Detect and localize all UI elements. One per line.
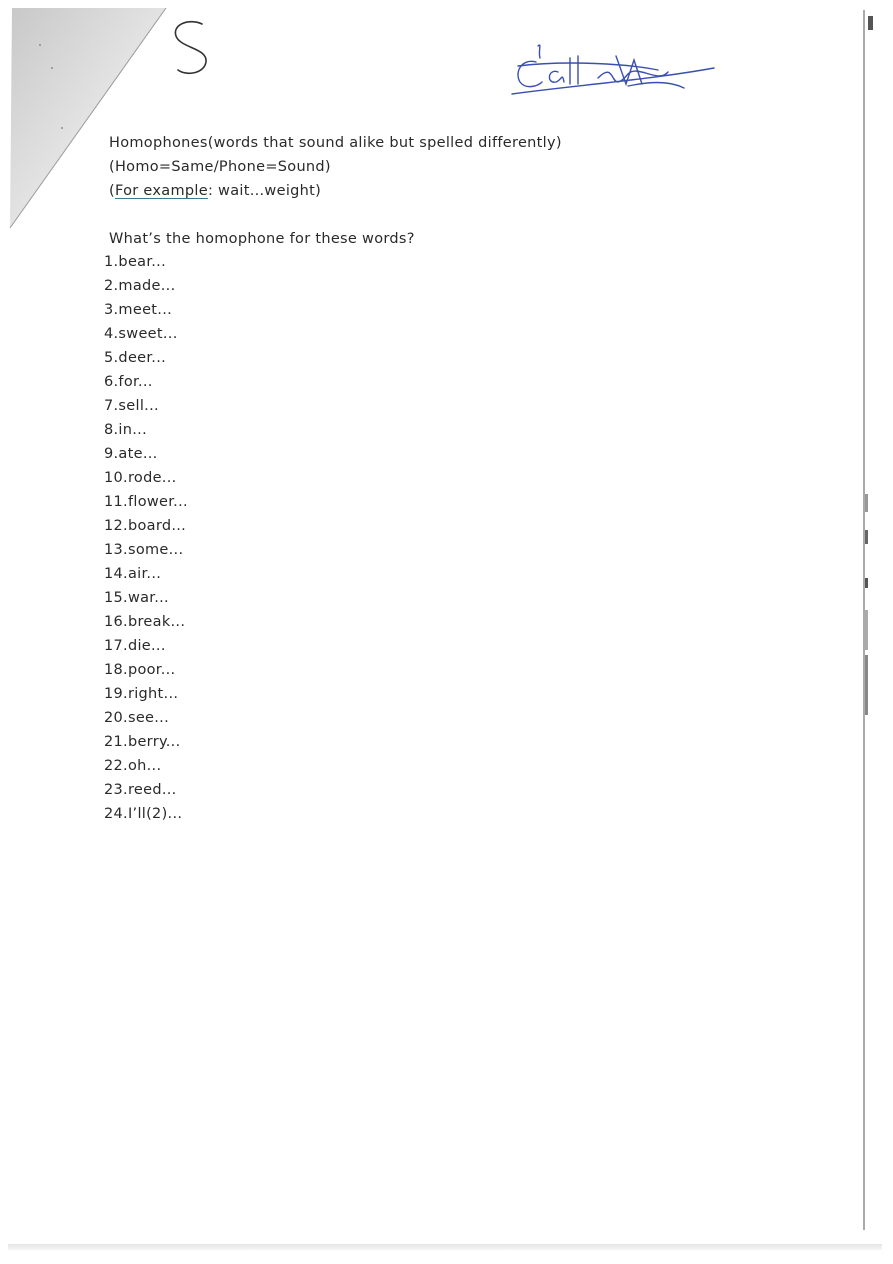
- list-item: 23.reed...: [104, 782, 177, 798]
- list-item: 11.flower...: [104, 494, 188, 510]
- scan-edge-bottom: [8, 1244, 882, 1250]
- handwritten-s-mark: [168, 18, 216, 80]
- intro-title: Homophones(words that sound alike but spelled differently): [109, 135, 562, 151]
- list-item: 7.sell...: [104, 398, 159, 414]
- list-item: 9.ate...: [104, 446, 158, 462]
- list-item: 21.berry...: [104, 734, 181, 750]
- intro-example: [109, 179, 562, 203]
- scan-edge-right: [856, 0, 893, 1264]
- list-item: 12.board...: [104, 518, 187, 534]
- word-list: [104, 250, 188, 826]
- example-label: For example: [114, 183, 208, 199]
- example-open-paren: (: [109, 183, 115, 199]
- list-item: 24.I’ll(2)...: [104, 806, 183, 822]
- list-item: 3.meet...: [104, 302, 173, 318]
- signature-scribble: [508, 38, 718, 104]
- list-item: 8.in...: [104, 422, 147, 438]
- question-heading: What’s the homophone for these words?: [109, 231, 415, 247]
- intro-definition: (Homo=Same/Phone=Sound): [109, 159, 331, 175]
- intro-block: [109, 131, 562, 251]
- list-item: 19.right...: [104, 686, 179, 702]
- list-item: 13.some...: [104, 542, 184, 558]
- list-item: 18.poor...: [104, 662, 176, 678]
- list-item: 2.made...: [104, 278, 176, 294]
- list-item: 16.break...: [104, 614, 186, 630]
- list-item: 10.rode...: [104, 470, 177, 486]
- list-item: 15.war...: [104, 590, 169, 606]
- list-item: 1.bear...: [104, 254, 167, 270]
- example-text: : wait...weight): [207, 183, 322, 199]
- list-item: 5.deer...: [104, 350, 167, 366]
- list-item: 17.die...: [104, 638, 166, 654]
- list-item: 6.for...: [104, 374, 153, 390]
- list-item: 14.air...: [104, 566, 162, 582]
- list-item: 20.see...: [104, 710, 169, 726]
- spacer: [109, 203, 562, 227]
- list-item: 4.sweet...: [104, 326, 178, 342]
- list-item: 22.oh...: [104, 758, 162, 774]
